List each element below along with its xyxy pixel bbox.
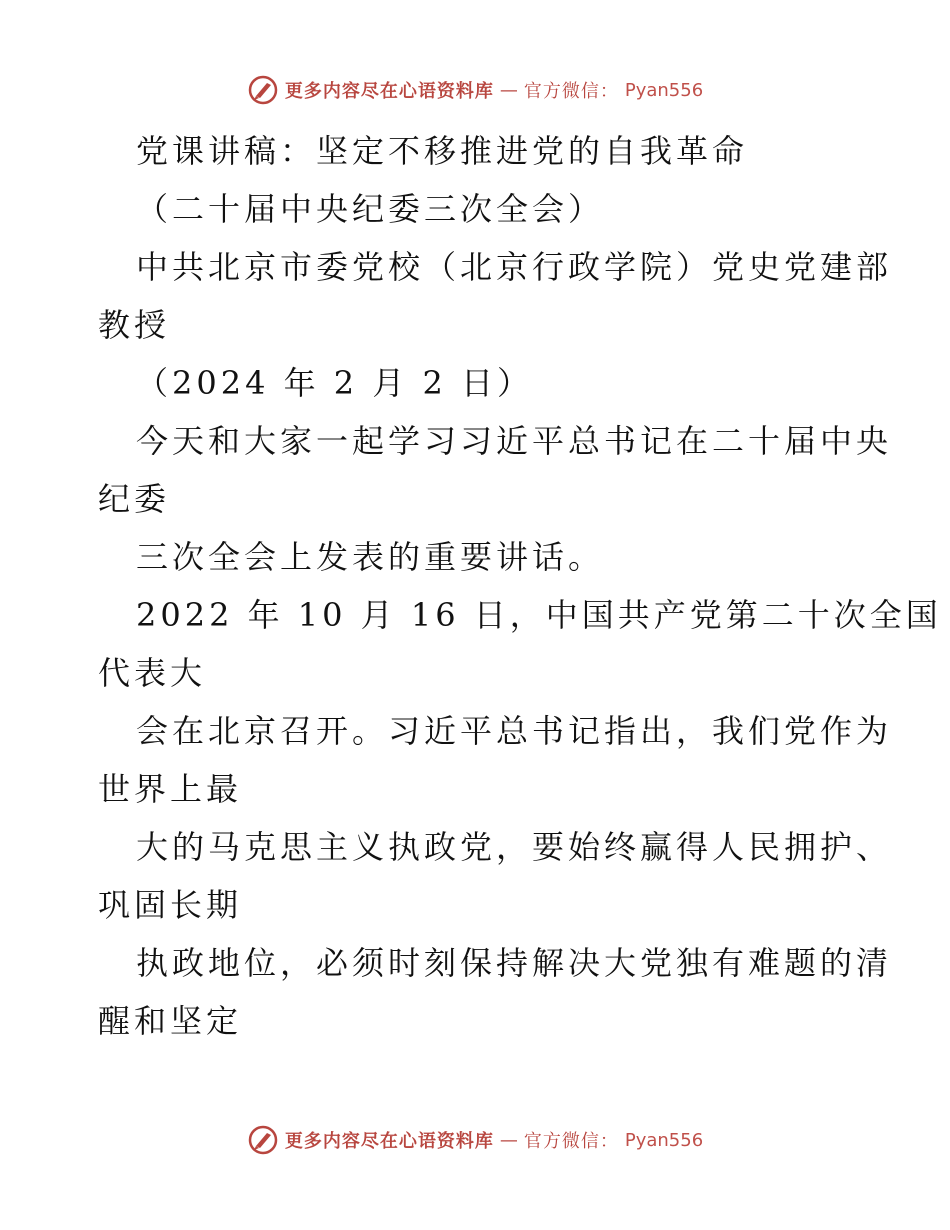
watermark-text: 更多内容尽在心语资料库: [284, 1131, 494, 1152]
watermark-separator: —: [499, 79, 518, 101]
paragraph-line: 执政地位，必须时刻保持解决大党独有难题的清: [136, 944, 893, 982]
header-watermark: [0, 72, 950, 108]
author-affiliation: 中共北京市委党校（北京行政学院）党史党建部: [136, 248, 893, 286]
watermark-contact-id: Pyan556: [624, 1129, 704, 1151]
paragraph-line: 代表大: [98, 654, 207, 692]
paragraph-line: 今天和大家一起学习习近平总书记在二十届中央: [136, 422, 893, 460]
paragraph-line: 会在北京召开。习近平总书记指出，我们党作为: [136, 712, 893, 750]
watermark-contact-id: Pyan556: [624, 79, 704, 101]
document-title: 党课讲稿：坚定不移推进党的自我革命: [136, 132, 749, 170]
watermark-contact-label: 官方微信：: [523, 81, 619, 102]
paragraph-line: 世界上最: [98, 770, 243, 808]
document-subtitle: （二十届中央纪委三次全会）: [136, 190, 605, 228]
paragraph-line: 巩固长期: [98, 886, 243, 924]
watermark-separator: —: [499, 1129, 518, 1151]
paragraph-line: 大的马克思主义执政党，要始终赢得人民拥护、: [136, 828, 893, 866]
paragraph-line: 三次全会上发表的重要讲话。: [136, 538, 605, 576]
author-title: 教授: [98, 306, 171, 344]
paragraph-line: 2022 年 10 月 16 日，中国共产党第二十次全国: [136, 596, 942, 634]
footer-watermark: [0, 1122, 950, 1158]
watermark-contact-label: 官方微信：: [523, 1131, 619, 1152]
document-date: （2024 年 2 月 2 日）: [136, 364, 534, 402]
quill-logo-icon: [247, 74, 279, 106]
paragraph-line: 纪委: [98, 480, 171, 518]
document-body: [98, 122, 942, 1050]
quill-logo-icon: [247, 1124, 279, 1156]
paragraph-line: 醒和坚定: [98, 1002, 243, 1040]
watermark-text: 更多内容尽在心语资料库: [284, 81, 494, 102]
